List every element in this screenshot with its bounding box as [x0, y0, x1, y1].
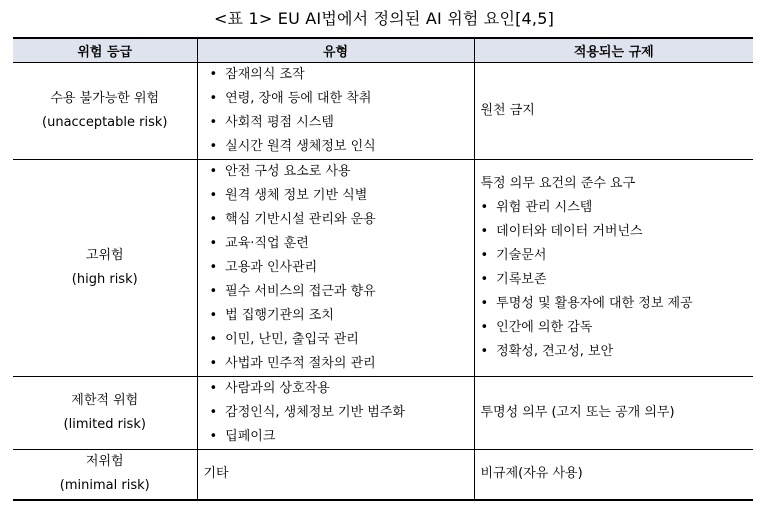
- header-type: 유형: [197, 38, 474, 63]
- risk-level-ko: 수용 불가능한 위험: [50, 91, 160, 106]
- type-cell: [197, 63, 474, 160]
- risk-level-en: (limited risk): [63, 417, 146, 432]
- list-item: • 안전 구성 요소로 사용: [210, 160, 468, 184]
- list-item: • 교육·직업 훈련: [210, 232, 468, 256]
- risk-level-cell: [13, 63, 197, 160]
- header-row: [13, 38, 753, 63]
- list-item: • 정확성, 견고성, 보안: [481, 340, 748, 364]
- regulation-list: [481, 196, 748, 364]
- list-item: • 핵심 기반시설 관리와 운용: [210, 208, 468, 232]
- type-list: [204, 377, 468, 449]
- list-item: • 인간에 의한 감독: [481, 316, 748, 340]
- regulation-cell: [474, 160, 753, 377]
- table-row: [13, 160, 753, 377]
- list-item: • 필수 서비스의 접근과 향유: [210, 280, 468, 304]
- list-item: • 사람과의 상호작용: [210, 377, 468, 401]
- regulation-cell: 비규제(자유 사용): [474, 450, 753, 500]
- list-item: • 법 집행기관의 조치: [210, 304, 468, 328]
- list-item: • 위험 관리 시스템: [481, 196, 748, 220]
- type-cell: [197, 160, 474, 377]
- risk-level-ko: 저위험: [85, 454, 124, 470]
- list-item: • 감정인식, 생체정보 기반 범주화: [210, 401, 468, 425]
- risk-level-cell: [13, 377, 197, 450]
- type-list: [204, 63, 468, 159]
- list-item: • 이민, 난민, 출입국 관리: [210, 328, 468, 352]
- list-item: • 투명성 및 활용자에 대한 정보 제공: [481, 292, 748, 316]
- header-regulation: 적용되는 규제: [474, 38, 753, 63]
- risk-level-cell: [13, 450, 197, 500]
- type-list: [204, 160, 468, 376]
- regulation-cell: 투명성 의무 (고지 또는 공개 의무): [474, 377, 753, 450]
- risk-level-ko: 고위험: [85, 248, 124, 263]
- list-item: • 연령, 장애 등에 대한 착취: [210, 87, 468, 111]
- list-item: • 데이터와 데이터 거버넌스: [481, 220, 748, 244]
- list-item: • 사법과 민주적 절차의 관리: [210, 352, 468, 376]
- list-item: • 잠재의식 조작: [210, 63, 468, 87]
- table-row: [13, 63, 753, 160]
- risk-level-ko: 제한적 위험: [71, 393, 139, 408]
- list-item: • 원격 생체 정보 기반 식별: [210, 184, 468, 208]
- list-item: • 딥페이크: [210, 425, 468, 449]
- risk-table: [13, 37, 753, 501]
- list-item: • 고용과 인사관리: [210, 256, 468, 280]
- list-item: • 실시간 원격 생체정보 인식: [210, 135, 468, 159]
- risk-level-en: (high risk): [71, 272, 138, 287]
- list-item: • 사회적 평점 시스템: [210, 111, 468, 135]
- regulation-intro: 특정 의무 요건의 준수 요구: [480, 176, 636, 191]
- regulation-cell: 원천 금지: [474, 63, 753, 160]
- table-row: [13, 450, 753, 500]
- header-risk-level: 위험 등급: [13, 38, 197, 63]
- risk-level-en: (minimal risk): [59, 478, 150, 494]
- type-cell: [197, 377, 474, 450]
- risk-level-cell: [13, 160, 197, 377]
- list-item: • 기록보존: [481, 268, 748, 292]
- table-row: [13, 377, 753, 450]
- risk-level-en: (unacceptable risk): [42, 115, 168, 130]
- list-item: • 기술문서: [481, 244, 748, 268]
- table-caption: <표 1> EU AI법에서 정의된 AI 위험 요인[4,5]: [213, 9, 555, 28]
- type-cell: 기타: [197, 450, 474, 500]
